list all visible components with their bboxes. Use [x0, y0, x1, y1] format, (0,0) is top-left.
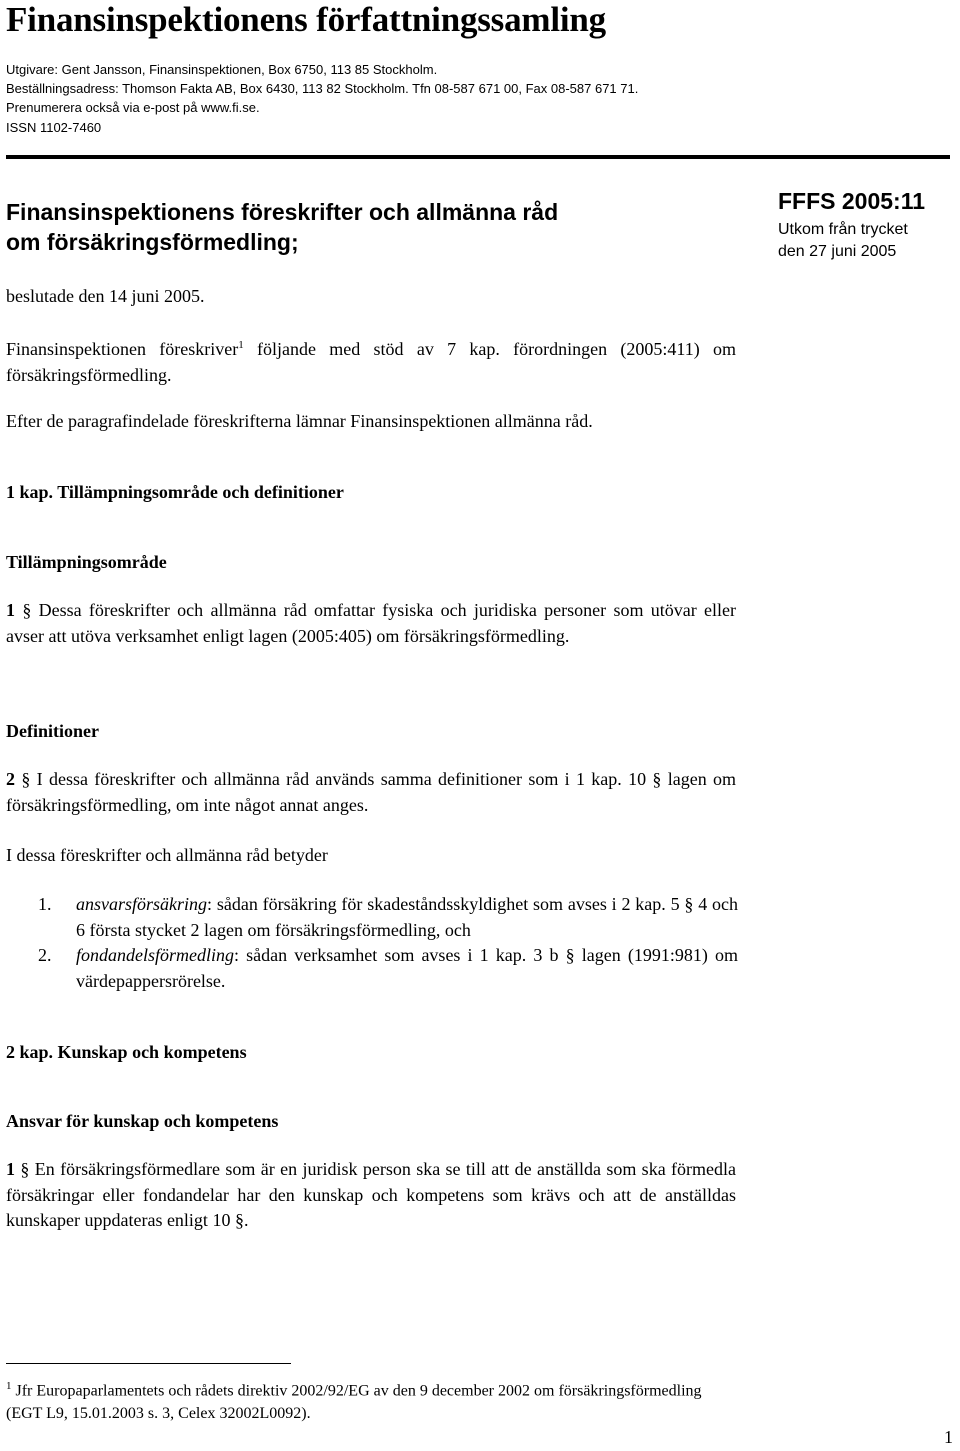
page-number: 1	[944, 1427, 953, 1447]
definition-text: : sådan försäkring för skadeståndsskyldighet som avses i 2 kap. 5 § 4 och 6 första stycket 2 lagen om försäkringsförmedling, och	[76, 894, 738, 940]
list-item	[38, 943, 738, 994]
issn-line: ISSN 1102-7460	[6, 120, 102, 135]
ch1-section2	[6, 767, 736, 818]
section-number: 1	[6, 600, 15, 620]
defined-term: fondandelsförmedling	[76, 945, 234, 965]
ch2-section1	[6, 1157, 736, 1234]
footnote-divider	[6, 1363, 291, 1364]
footnote-number: 1	[6, 1380, 12, 1392]
footnote	[6, 1375, 706, 1425]
list-number: 1.	[38, 894, 52, 914]
intro-text-b: följande med stöd av 7 kap. förordningen (2005:411) om försäkringsförmedling.	[6, 339, 736, 385]
section-text: Dessa föreskrifter och allmänna råd omfattar fysiska och juridiska personer som utövar eller avser att utöva verksamhet enligt lagen (2005:405) om försäkringsförmedling.	[6, 600, 737, 646]
definitions-list	[38, 892, 738, 994]
published-line1: Utkom från trycket	[778, 221, 908, 238]
order-address-line: Beställningsadress: Thomson Fakta AB, Box 6430, 113 82 Stockholm. Tfn 08-587 671 00, Fax 08-587 671 71.	[6, 81, 639, 96]
list-number: 2.	[38, 945, 52, 965]
section-heading-responsibility: Ansvar för kunskap och kompetens	[6, 1111, 279, 1131]
ffs-reference-box	[778, 188, 953, 263]
paragraph-mark: §	[20, 1159, 30, 1179]
document-title	[6, 197, 558, 257]
subscribe-line: Prenumerera också via e-post på www.fi.se.	[6, 100, 260, 115]
section-text: En försäkringsförmedlare som är en juridisk person ska se till att de anställda som ska förmedla försäkringar eller fondandelar har den kunskap och kompetens som krävs och att de anställdas kunskaper uppdateras enligt 10 §.	[6, 1159, 737, 1230]
published-date	[778, 219, 953, 263]
intro-paragraph-2: Efter de paragrafindelade föreskrifterna lämnar Finansinspektionen allmänna råd.	[6, 411, 593, 431]
ch1-section1	[6, 598, 736, 649]
paragraph-mark: §	[22, 600, 32, 620]
list-text	[76, 892, 738, 943]
list-text	[76, 943, 738, 994]
section-text: I dessa föreskrifter och allmänna råd används samma definitioner som i 1 kap. 10 § lagen om försäkringsförmedling, om inte något annat anges.	[6, 769, 737, 815]
defined-term: ansvarsförsäkring	[76, 894, 208, 914]
definitions-lead: I dessa föreskrifter och allmänna råd betyder	[6, 845, 328, 865]
section-heading-scope: Tillämpningsområde	[6, 552, 167, 572]
section-number: 2	[6, 769, 15, 789]
ffs-number: FFFS 2005:11	[778, 188, 926, 214]
intro-paragraph	[6, 333, 736, 388]
document-title-line1: Finansinspektionens föreskrifter och allmänna råd	[6, 199, 559, 225]
chapter2-heading: 2 kap. Kunskap och kompetens	[6, 1042, 247, 1062]
publisher-line: Utgivare: Gent Jansson, Finansinspektionen, Box 6750, 113 85 Stockholm.	[6, 62, 438, 77]
header-divider	[6, 155, 950, 159]
section-number: 1	[6, 1159, 15, 1179]
definition-text: : sådan verksamhet som avses i 1 kap. 3 b § lagen (1991:981) om värdepappersrörelse.	[76, 945, 738, 991]
paragraph-mark: §	[21, 769, 31, 789]
chapter1-heading: 1 kap. Tillämpningsområde och definitioner	[6, 482, 344, 502]
document-title-line2: om försäkringsförmedling;	[6, 229, 299, 255]
section-heading-definitions: Definitioner	[6, 721, 99, 741]
intro-text-a: Finansinspektionen föreskriver	[6, 339, 239, 359]
footnote-text: Jfr Europaparlamentets och rådets direktiv 2002/92/EG av den 9 december 2002 om försäkringsförmedling (EGT L9, 15.01.2003 s. 3, Celex 32002L0092).	[6, 1382, 702, 1423]
decision-date: beslutade den 14 juni 2005.	[6, 286, 205, 306]
footnote-ref[interactable]: 1	[238, 339, 244, 351]
list-item	[38, 892, 738, 943]
published-line2: den 27 juni 2005	[778, 243, 897, 260]
publication-title: Finansinspektionens författningssamling	[6, 0, 606, 39]
